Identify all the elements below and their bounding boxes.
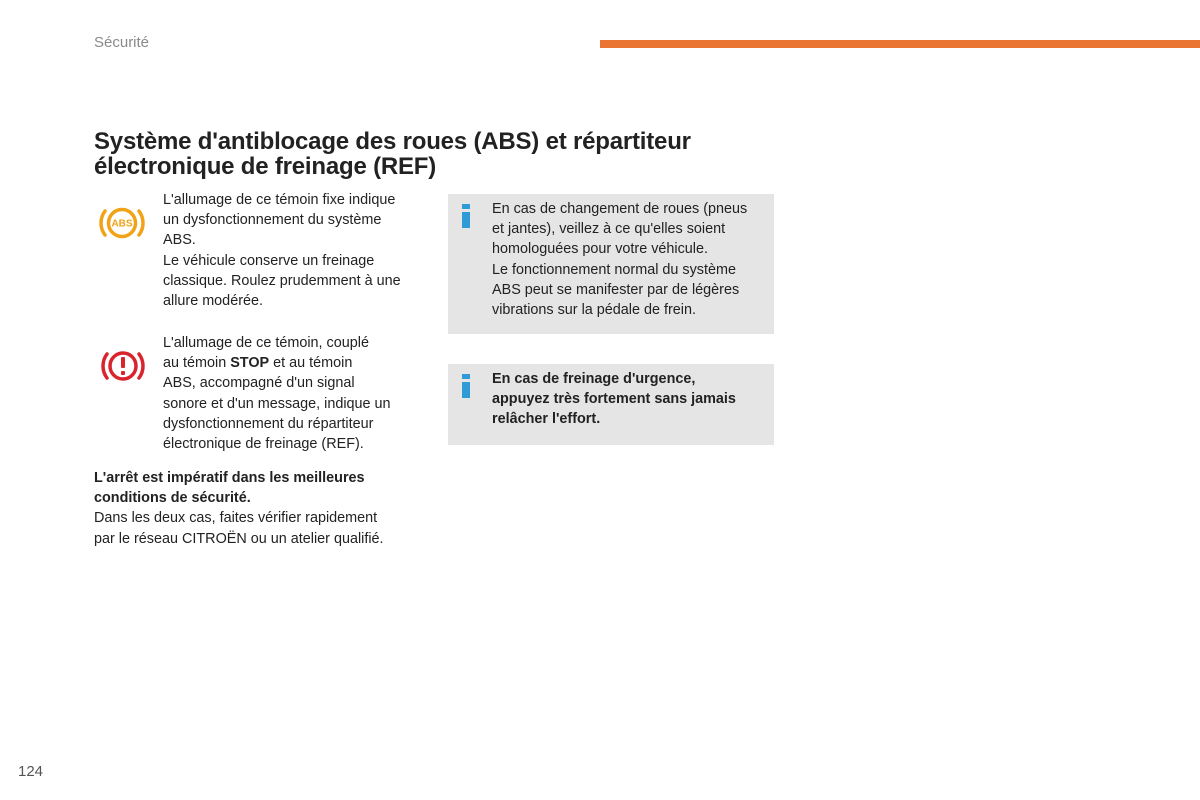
page-title-line: Système d'antiblocage des roues (ABS) et répartiteur [94, 128, 691, 155]
text-line: sonore et d'un message, indique un [163, 395, 391, 412]
text-line: L'allumage de ce témoin, couplé [163, 335, 369, 351]
text-line: Le fonctionnement normal du système [492, 261, 736, 278]
page-title [94, 129, 794, 179]
text-line: ABS peut se manifester par de légères [492, 281, 740, 298]
info-box-wheels [448, 194, 774, 334]
text-line: électronique de freinage (REF). [163, 436, 364, 453]
text-line: dysfonctionnement du répartiteur [163, 415, 374, 432]
text-line: Le véhicule conserve un freinage [163, 252, 375, 269]
text-line: ABS, accompagné d'un signal [163, 375, 355, 392]
text-line: vibrations sur la pédale de frein. [492, 302, 696, 319]
text-line: allure modérée. [163, 293, 263, 310]
info-box-text [492, 369, 772, 430]
stop-label: STOP [230, 355, 270, 372]
text-fragment: au témoin [163, 355, 231, 372]
text-line: par le réseau CITROËN ou un atelier qualifié. [94, 530, 384, 547]
abs-icon-text: ABS [111, 218, 133, 230]
info-box-text [492, 199, 772, 320]
text-line [163, 353, 433, 373]
text-line-bold: En cas de freinage d'urgence, [492, 371, 696, 387]
text-line: Dans les deux cas, faites vérifier rapidement [94, 510, 378, 527]
text-line-bold: conditions de sécurité. [94, 490, 251, 507]
ref-warning-text [163, 333, 433, 454]
section-label: Sécurité [94, 34, 150, 51]
abs-warning-lamp-icon [96, 197, 148, 249]
text-line: ABS. [163, 232, 196, 249]
conclusion-text [94, 468, 434, 549]
text-line: homologuées pour votre véhicule. [492, 241, 708, 258]
text-line: un dysfonctionnement du système [163, 212, 382, 229]
text-line: classique. Roulez prudemment à une [163, 272, 401, 289]
page-number: 124 [18, 763, 44, 780]
text-fragment: et au témoin [269, 355, 353, 372]
text-line-bold: relâcher l'effort. [492, 411, 601, 428]
text-line-bold: appuyez très fortement sans jamais [492, 391, 736, 408]
page-title-line: électronique de freinage (REF) [94, 153, 437, 180]
info-box-emergency [448, 364, 774, 445]
text-line: En cas de changement de roues (pneus [492, 201, 748, 217]
text-line: et jantes), veillez à ce qu'elles soient [492, 221, 726, 238]
text-line: L'allumage de ce témoin fixe indique [163, 192, 396, 208]
abs-warning-text [163, 190, 433, 311]
text-line-bold: L'arrêt est impératif dans les meilleures [94, 470, 365, 486]
header-accent-bar [600, 40, 1200, 48]
brake-warning-lamp-icon [97, 340, 149, 392]
